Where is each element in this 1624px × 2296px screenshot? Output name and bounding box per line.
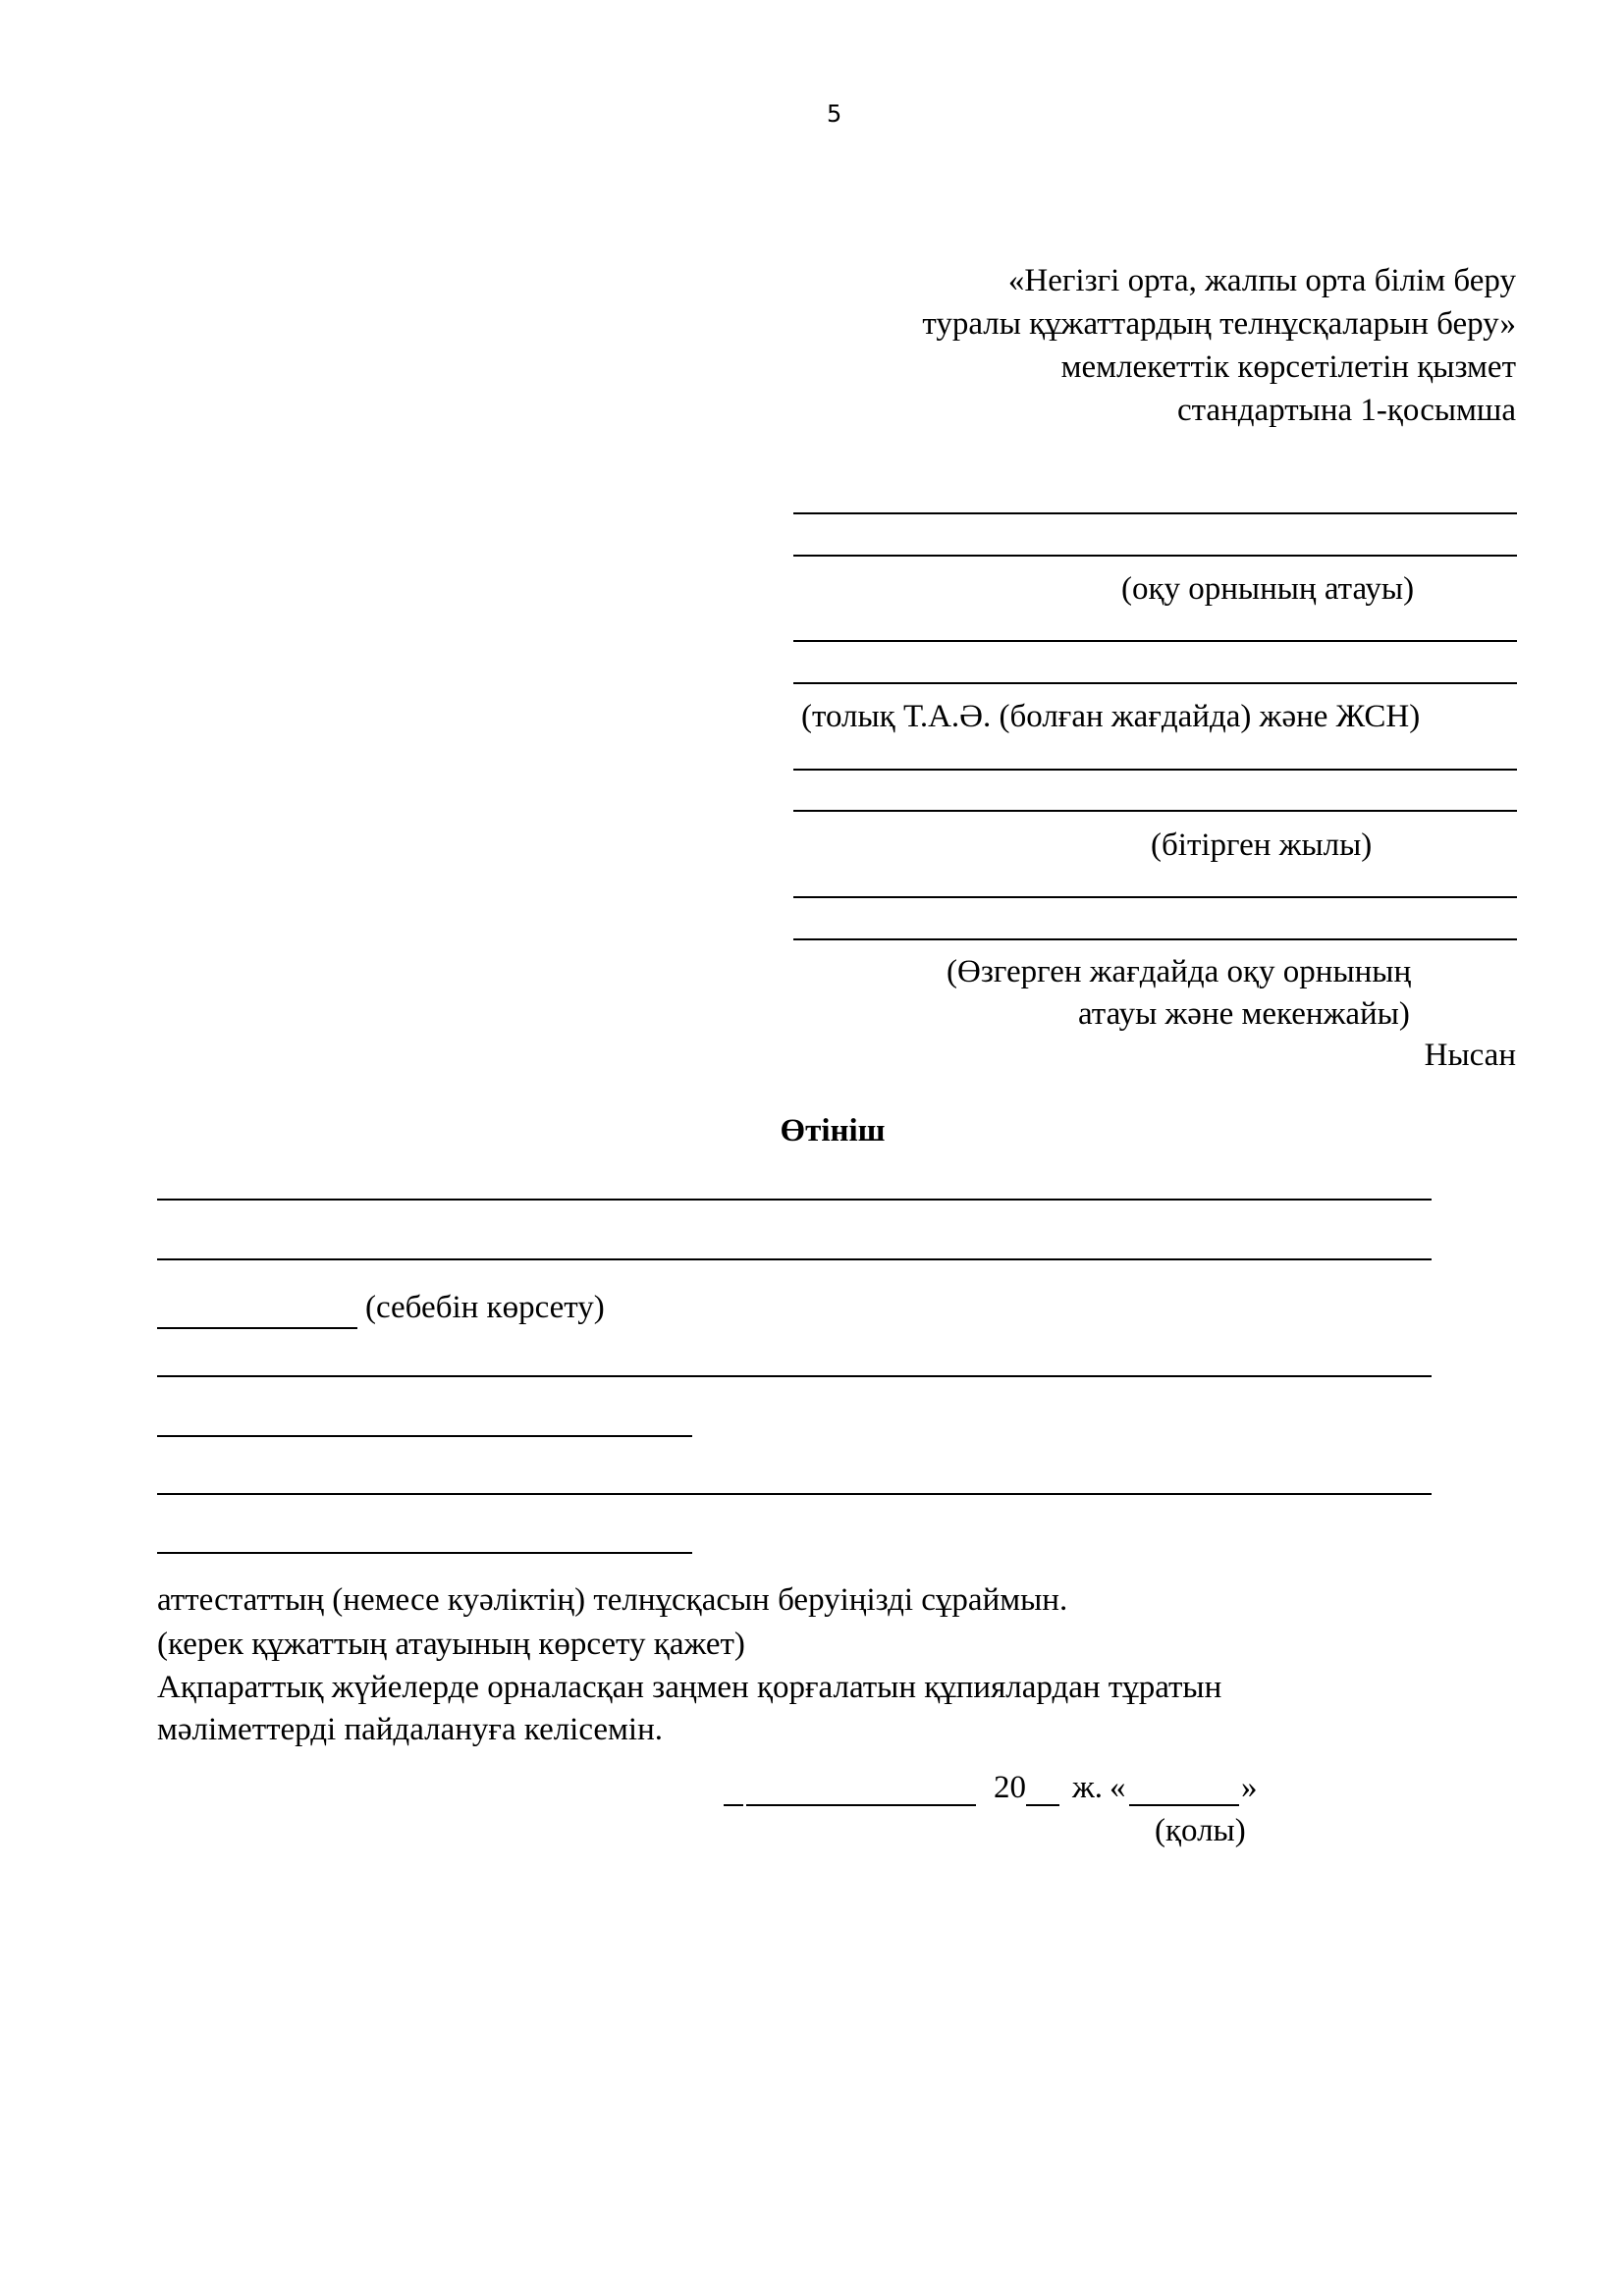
year-prefix: 20 <box>994 1770 1026 1805</box>
application-title: Өтініш <box>780 1113 886 1148</box>
changed-address-field-line[interactable] <box>793 896 1517 898</box>
document-name-note: (керек құжаттың атауының көрсету қажет) <box>157 1627 745 1662</box>
quote-open: « <box>1110 1770 1126 1805</box>
consent-text-line2: мәліметтерді пайдалануға келісемін. <box>157 1712 664 1747</box>
year-field-line[interactable] <box>793 769 1517 771</box>
date-field-line[interactable] <box>1129 1804 1239 1806</box>
application-field-line-short[interactable] <box>157 1435 692 1437</box>
form-label: Нысан <box>1424 1038 1516 1073</box>
year-suffix: ж. <box>1072 1770 1104 1805</box>
header-line: стандартына 1-қосымша <box>1176 393 1516 428</box>
header-line: «Негізгі орта, жалпы орта білім беру <box>1007 263 1516 298</box>
application-field-line[interactable] <box>157 1493 1432 1495</box>
signature-dash <box>724 1804 743 1806</box>
application-field-line[interactable] <box>157 1375 1432 1377</box>
request-text: аттестаттың (немесе куәліктің) телнұсқасын беруіңізді сұраймын. <box>157 1582 1068 1618</box>
year-field-line[interactable] <box>1026 1804 1059 1806</box>
signature-field-line[interactable] <box>746 1804 976 1806</box>
changed-caption-line1: (Өзгерген жағдайда оқу орнының <box>947 954 1412 989</box>
quote-close: » <box>1241 1770 1258 1805</box>
page-number: 5 <box>827 100 842 128</box>
year-caption: (бітірген жылы) <box>1151 828 1373 863</box>
changed-address-field-line[interactable] <box>793 938 1517 940</box>
application-field-line[interactable] <box>157 1199 1432 1201</box>
consent-text-line1: Ақпараттық жүйелерде орналасқан заңмен қорғалатын құпиялардан тұратын <box>157 1670 1222 1705</box>
signature-caption: (қолы) <box>1155 1813 1246 1848</box>
header-line: мемлекеттік көрсетілетін қызмет <box>1060 349 1516 385</box>
application-field-line[interactable] <box>157 1258 1432 1260</box>
year-field-line[interactable] <box>793 810 1517 812</box>
fullname-caption: (толық Т.А.Ә. (болған жағдайда) және ЖСН) <box>801 699 1421 734</box>
institution-field-line[interactable] <box>793 512 1517 514</box>
application-field-line-short[interactable] <box>157 1552 692 1554</box>
fullname-field-line[interactable] <box>793 640 1517 642</box>
reason-field-line[interactable] <box>157 1327 357 1329</box>
header-line: туралы құжаттардың телнұсқаларын беру» <box>922 306 1516 342</box>
institution-field-line[interactable] <box>793 555 1517 557</box>
institution-caption: (оқу орнының атауы) <box>1121 571 1415 607</box>
fullname-field-line[interactable] <box>793 682 1517 684</box>
changed-caption-line2: атауы және мекенжайы) <box>1078 996 1410 1032</box>
reason-caption: (себебін көрсету) <box>365 1290 605 1325</box>
